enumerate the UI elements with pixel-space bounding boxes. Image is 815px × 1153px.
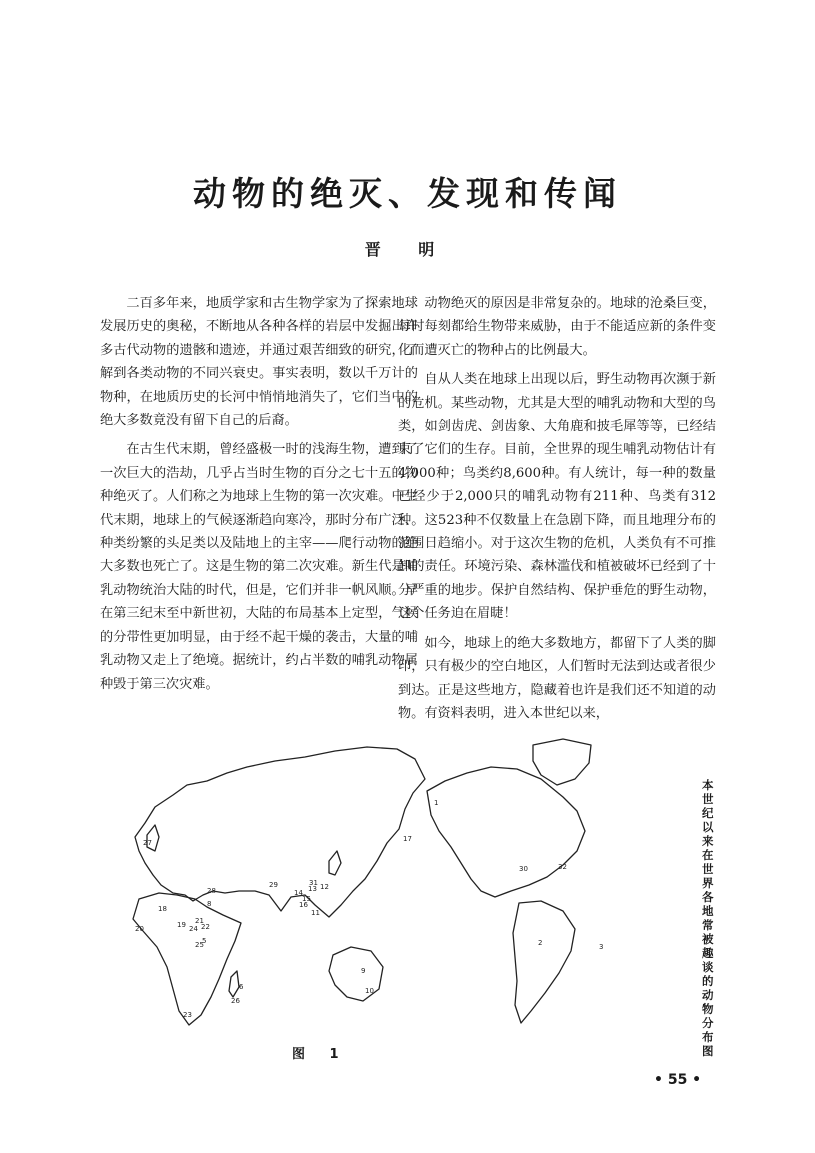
- map-number: 30: [519, 865, 528, 873]
- left-column: [100, 292, 418, 696]
- world-map-figure: [115, 735, 695, 1035]
- map-number: 8: [207, 900, 212, 908]
- map-number: 10: [365, 987, 374, 995]
- map-number: 27: [143, 839, 152, 847]
- figure-caption: 本世纪以来在世界各地常被趣谈的动物分布图: [702, 778, 714, 1058]
- map-number: 15: [302, 895, 311, 903]
- map-number: 22: [201, 923, 210, 931]
- paragraph: 动物绝灭的原因是非常复杂的。地球的沧桑巨变，每时每刻都给生物带来威胁，由于不能适应新的条件变化而遭灭亡的物种占的比例最大。: [398, 296, 716, 358]
- map-number: 2: [538, 939, 543, 947]
- eurasia-outline: [135, 747, 425, 917]
- map-number: 23: [183, 1011, 192, 1019]
- map-number: 24: [189, 925, 198, 933]
- map-number: 20: [135, 925, 144, 933]
- paragraph: 自从人类在地球上出现以后，野生动物再次濒于新的危机。某些动物，尤其是大型的哺乳动物和大型的鸟类，如剑齿虎、剑齿象、大角鹿和披毛犀等等，已经结束了它们的生存。目前，全世界的现生哺乳动物估计有4,000种；鸟类约8,600种。有人统计，每一种的数量已经少于2,000只的哺乳动物有211种、鸟类有312种。这523种不仅数量上在急剧下降，而且地理分布的范围日趋缩小。对于这次生物的危机，人类负有不可推卸的责任。环境污染、森林滥伐和植被破坏已经到了十分严重的地步。保护自然结构、保护垂危的野生动物，这个任务迫在眉睫！: [398, 372, 716, 622]
- article-author: 晋 明: [364, 240, 451, 259]
- article-title: 动物的绝灭、发现和传闻: [193, 174, 622, 213]
- map-number: 13: [308, 885, 317, 893]
- map-number: 28: [207, 887, 216, 895]
- paragraph: 在古生代末期，曾经盛极一时的浅海生物，遭到了一次巨大的浩劫，几乎占当时生物的百分之七十五的物种绝灭了。人们称之为地球上生物的第一次灾难。中生代末期，地球上的气候逐渐趋向寒冷，那时分布广泛、种类纷繁的头足类以及陆地上的主宰——爬行动物的绝大多数也死亡了。这是生物的第二次灾难。新生代是哺乳动物统治大陆的时代，但是，它们并非一帆风顺。早在第三纪末至中新世初，大陆的布局基本上定型，气候的分带性更加明显，由于经不起干燥的袭击，大量的哺乳动物又走上了绝境。据统计，约占半数的哺乳动物属种毁于第三次灾难。: [100, 442, 418, 692]
- page-number: • 55 •: [654, 1072, 702, 1088]
- map-number: 11: [311, 909, 320, 917]
- map-number: 18: [158, 905, 167, 913]
- map-number: 12: [320, 883, 329, 891]
- map-number: 32: [558, 863, 567, 871]
- north-america-outline: [427, 767, 585, 897]
- map-number: 17: [403, 835, 412, 843]
- map-number: 6: [239, 983, 244, 991]
- map-number-labels: [135, 799, 603, 1019]
- map-number: 25: [195, 941, 204, 949]
- figure-label: 图 1: [292, 1047, 349, 1062]
- map-number: 31: [309, 879, 318, 887]
- map-number: 21: [195, 917, 204, 925]
- paragraph: 如今，地球上的绝大多数地方，都留下了人类的脚印，只有极少的空白地区，人们暂时无法到达或者很少到达。正是这些地方，隐藏着也许是我们还不知道的动物。有资料表明，进入本世纪以来，: [398, 635, 716, 721]
- map-number: 16: [299, 901, 308, 909]
- map-number: 1: [434, 799, 439, 807]
- map-number: 26: [231, 997, 240, 1005]
- map-number: 14: [294, 889, 303, 897]
- madagascar-outline: [229, 971, 239, 997]
- south-america-outline: [513, 901, 575, 1023]
- australia-outline: [329, 947, 383, 1001]
- africa-outline: [133, 893, 241, 1025]
- right-column: [398, 292, 716, 725]
- paragraph: 二百多年来，地质学家和古生物学家为了探索地球发展历史的奥秘，不断地从各种各样的岩层中发掘出许多古代动物的遗骸和遗迹，并通过艰苦细致的研究，了解到各类动物的不同兴衰史。事实表明，数以千万计的物种，在地质历史的长河中悄悄地消失了，它们当中的绝大多数竟没有留下自己的后裔。: [100, 296, 418, 429]
- map-number: 3: [599, 943, 604, 951]
- map-number: 19: [177, 921, 186, 929]
- greenland-outline: [533, 739, 591, 785]
- japan-outline: [329, 851, 341, 875]
- map-number: 9: [361, 967, 366, 975]
- britain-outline: [147, 825, 159, 851]
- map-number: 5: [202, 937, 207, 945]
- map-number: 29: [269, 881, 278, 889]
